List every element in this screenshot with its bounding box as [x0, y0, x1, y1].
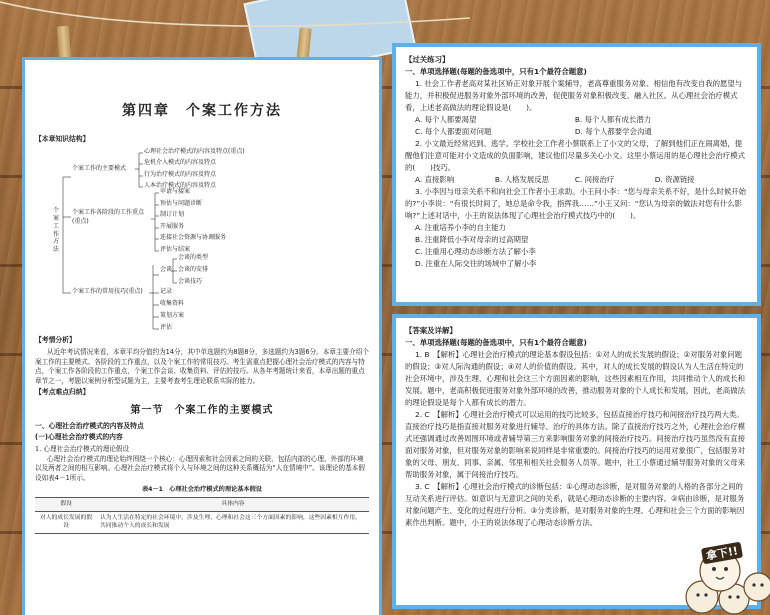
option: B. 人格发展反思 [494, 174, 550, 184]
option: A. 直接影响 [415, 174, 455, 184]
table-row [35, 511, 369, 533]
hanging-string [0, 0, 470, 40]
chapter-title: 第四章 个案工作方法 [122, 103, 282, 119]
practice-page [392, 43, 761, 306]
mindmap-b2-item: 制订计划 [160, 211, 185, 219]
question-3: 3. 小李因与母亲关系不和向社会工作者小王求助。小王问小李：“您与母亲关系不好，是什么时候开始的?”小李说：“有很长时间了，她总是命令我，指挥我……”小王又问：“您认为母亲的做法对您有什么影响?”上述对话中，小王的说法体现了心理社会治疗模式技巧中的( )。 [405, 186, 747, 220]
mindmap-b3-sub: 会谈 [160, 266, 173, 274]
option: A. 每个人都要渴望 [415, 114, 477, 124]
subheading-1: 一、心理社会治疗模式的内容及特点 [35, 421, 144, 430]
answer-2: 2. C 【解析】心理社会治疗模式可以运用的技巧比较多，包括直接治疗技巧和间接治疗技巧两大类。直接治疗技巧是指直接对服务对象进行辅导、治疗的具体方法。除了直接治疗技巧之外，心理社会治疗模式还强调通过改善周围环境或者辅导第三方来影响服务对象的间接治疗技巧。间接治疗技巧虽然没有直接面对服务对象，但对服务对象的影响来说同样是非常重要的。间接治疗技巧的运用对象很广，包括服务对象的父母、朋友、同事、亲属、邻里和相关社会服务人员等。题中，社工小蔡通过辅导服务对象的父母来帮助服务对象，属于间接治疗技巧。 [405, 409, 745, 479]
mindmap-branch-3: 个案工作的常用技巧(重点) [72, 288, 143, 296]
answers-heading: 【答案及详解】 [405, 326, 457, 335]
answers-section: 一、单项选择题(每题的备选项中，只有1个最符合题意) [405, 337, 587, 347]
mindmap-b1-item: 人本治疗模式的内容及特点 [144, 182, 217, 190]
mindmap-b2-item: 连接社会资源与协调服务 [160, 234, 227, 242]
option: B. 每个人都有成长潜力 [574, 114, 652, 124]
option: D. 注重在人际交往的场域中了解小李 [415, 258, 537, 268]
subheading-2: (一)心理社会治疗模式的内容 [35, 433, 123, 442]
clothespin-left [57, 26, 71, 61]
body-paragraph: 心理社会治疗模式的理论始终围绕一个核心：心理因素和社会因素之间的关联，包括内部的心理、外部的环境以及两者之间的相互影响。心理社会治疗模式将个人与环境之间的这种关系概括为“人在情境中”。该理论的基本假设如表4－1所示。 [35, 454, 365, 482]
knowledge-mindmap [35, 147, 369, 330]
question-1: 1. 社会工作者老高对某社区矫正对象开展个案辅导，老高尊重服务对象、相信他有改变自我的愿望与能力，并积极促进服务对象外部环境的改善，促使服务对象积极改变、融入社区。从心理社会治疗模式看，上述老高做法的理论假设是( )。 [405, 78, 743, 112]
mindmap-branch-2: 个案工作各阶段的工作重点(重点) [72, 209, 145, 225]
mindmap-b3-sub-item: 会谈的类型 [178, 254, 209, 262]
question-3-options [405, 222, 748, 270]
mascot-sticker [672, 517, 770, 615]
exam-analysis-text: 从近年考试情况来看，本章平均分值约为14分，其中单选题约为8题8分，多选题约为3题6分。本章主要介绍个案工作的主要模式、各阶段的工作重点，以及个案工作的常用技巧。考生需重点把握心理社会治疗模式的内容与特点，个案工作各阶段的工作重点，个案工作会谈、收集资料、评估的技巧。从各年考题统计来看，本章出题的重点章节之一，考题以案例分析型试题为主，主要考查考生理论联系实际的能力。 [35, 347, 369, 385]
mindmap-b3-sub-item: 会谈技巧 [178, 278, 203, 286]
mindmap-b3-item: 评估 [160, 324, 173, 332]
mindmap-b3-item: 策划方案 [160, 312, 185, 320]
mindmap-b3-item: 记录 [160, 288, 173, 296]
table-cell: 对人的成长发展的假设 [35, 511, 97, 533]
option: C. 注重用心理动态诊断方法了解小李 [415, 246, 536, 256]
mindmap-b2-item: 评估与结案 [160, 246, 191, 254]
practice-heading: 【过关练习】 [405, 55, 450, 64]
mindmap-b1-item: 行为治疗模式的内容及特点 [144, 171, 217, 179]
option: D. 每个人都要学会沟通 [574, 126, 652, 136]
mindmap-b2-item: 开展服务 [160, 223, 185, 231]
textbook-page-left [22, 57, 382, 615]
subheading-3: 1. 心理社会治疗模式的理论假设 [35, 445, 130, 454]
option: B. 注重降低小李对母亲的过高期望 [415, 234, 529, 244]
difficulty-heading: 【考点难点归纳】 [35, 388, 90, 397]
mindmap-b2-item: 预估与问题诊断 [160, 200, 203, 208]
answer-3: 3. C 【解析】心理社会治疗模式的诊断包括：①心理动态诊断，是对服务对象的人格的各部分之间的互动关系进行评估。如意识与无意识之间的关系，就是心理动态诊断的主要内容。②病由诊断，是对服务对象问题产生、变化的过程进行分析。③分类诊断，是对服务对象的生理、心理和社会三个方面的影响因素作出判断。题中，小王的说法体现了心理动态诊断方法。 [405, 481, 745, 527]
section-title: 第一节 个案工作的主要模式 [130, 405, 274, 417]
mindmap-root: 个案工作方法 [53, 207, 60, 254]
option: A. 注重培养小李的自主能力 [415, 222, 506, 232]
mascot-label: 拿下!! [705, 544, 739, 563]
mindmap-b1-item: 危机介入模式的内容及特点 [144, 159, 217, 167]
hypothesis-table [35, 497, 369, 533]
knowledge-structure-heading: 【本章知识结构】 [35, 135, 90, 144]
table-header: 假设 [35, 498, 97, 511]
table-caption: 表4－1 心理社会治疗模式的理论基本假设 [142, 486, 262, 494]
answer-1: 1. B 【解析】心理社会治疗模式的理论基本假设包括：①对人的成长发展的假设；②对服务对象问题的假设；③对人际沟通的假设；④对人的价值的假设。其中，对人的成长发展的假设认为人生活在特定的社会环境中，涉及生理、心理和社会这三个方面因素的影响，这些因素相互作用，共同推动个人的成长和发展。题中，老高积极促进服务对象外部环境的改善，推动服务对象的个人成长和发展，因此，老高做法的理论假设是每个人都有成长的潜力。 [405, 349, 745, 407]
question-2-options [405, 174, 748, 186]
practice-section: 一、单项选择题(每题的备选项中，只有1个最符合题意) [405, 66, 587, 76]
mindmap-b3-sub-item: 会谈的安排 [178, 266, 209, 274]
mindmap-b2-item: 申请与接案 [160, 188, 191, 196]
table-header: 具体内容 [97, 498, 369, 511]
question-1-options [405, 114, 748, 138]
mindmap-branch-1: 个案工作的主要模式 [72, 165, 127, 173]
option: C. 间接治疗 [574, 174, 615, 184]
mindmap-b1-item: 心理社会治疗模式的内容及特点(重点) [144, 148, 245, 156]
table-cell: 认为人生活在特定的社会环境中，涉及生理、心理和社会这三个方面因素的影响，这些因素相互作用，共同推动个人的成长和发展 [97, 511, 369, 533]
mindmap-b3-item: 收集资料 [160, 300, 185, 308]
exam-analysis-heading: 【考情分析】 [35, 336, 76, 345]
question-2: 2. 小文最近经常迟到、逃学。学校社会工作者小蔡联系上了小文的父母，了解到他们正在闹离婚，提醒他们注意可能对小文造成的负面影响，建议他们尽量多关心小文。这里小蔡运用的是心理社会治疗模式的( )技巧。 [405, 138, 745, 172]
option: D. 资源链接 [654, 174, 695, 184]
option: C. 每个人都要面对问题 [415, 126, 492, 136]
